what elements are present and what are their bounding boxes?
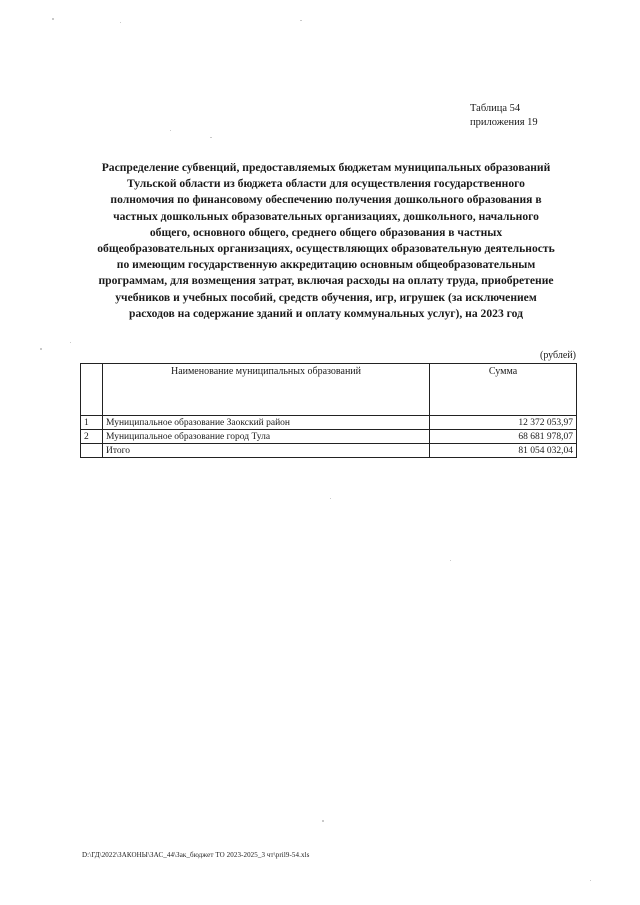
- title-line: расходов на содержание зданий и оплату коммунальных услуг), на 2023 год: [129, 306, 523, 320]
- row-sum: 12 372 053,97: [430, 416, 577, 430]
- total-sum: 81 054 032,04: [430, 444, 577, 458]
- title-line: Распределение субвенций, предоставляемых бюджетам муниципальных образований: [101, 161, 551, 174]
- scan-speck: [40, 348, 42, 350]
- scan-speck: [210, 137, 212, 138]
- total-label: Итого: [103, 444, 430, 458]
- document-title: [78, 160, 574, 322]
- row-municipality: Муниципальное образование Заокский район: [103, 416, 430, 430]
- title-line: по имеющим государственную аккредитацию основным общеобразовательным: [116, 258, 536, 272]
- scan-speck: [170, 130, 171, 131]
- file-path-footer: D:\ГД\2022\ЗАКОНЫ\ЗАС_44\Зак_бюджет ТО 2023-2025_3 чт\pril9-54.xls: [82, 851, 310, 859]
- scan-speck: [70, 342, 71, 343]
- title-line: программам, для возмещения затрат, включая расходы на оплату труда, приобретение: [98, 274, 554, 288]
- header-number-cell: [81, 364, 103, 416]
- scan-speck: [450, 560, 451, 561]
- title-line: учебников и учебных пособий, средств обучения, игр, игрушек (за исключением: [115, 290, 537, 304]
- title-line: общего, основного общего, среднего общего образования в частных: [149, 225, 503, 239]
- table-row: [81, 416, 577, 430]
- row-sum: 68 681 978,07: [430, 430, 577, 444]
- table-number: Таблица 54: [470, 103, 521, 114]
- title-line: Тульской области из бюджета области для осуществления государственного: [127, 177, 525, 191]
- scan-speck: [120, 22, 121, 23]
- title-line: полномочия по финансовому обеспечению получения дошкольного образования в: [110, 193, 542, 207]
- row-number: 1: [81, 416, 103, 430]
- currency-unit: (рублей): [539, 350, 576, 361]
- title-line: общеобразовательных организациях, осуществляющих образовательную деятельность: [97, 242, 555, 256]
- row-municipality: Муниципальное образование город Тула: [103, 430, 430, 444]
- row-number: 2: [81, 430, 103, 444]
- title-line: частных дошкольных образовательных организациях, дошкольного, начального: [113, 209, 539, 223]
- scan-speck: [590, 880, 591, 881]
- table-header-row: [81, 364, 577, 416]
- scan-speck: [52, 18, 54, 20]
- row-number: [81, 444, 103, 458]
- total-row: [81, 444, 577, 458]
- table-row: [81, 430, 577, 444]
- header-sum-cell: Сумма: [430, 364, 577, 416]
- scan-speck: [300, 20, 302, 21]
- scan-speck: [330, 498, 331, 499]
- header-name-cell: Наименование муниципальных образований: [103, 364, 430, 416]
- subsidy-table: [80, 363, 577, 458]
- table-reference: [470, 102, 538, 130]
- appendix-number: приложения 19: [470, 117, 538, 128]
- scan-speck: [322, 820, 324, 822]
